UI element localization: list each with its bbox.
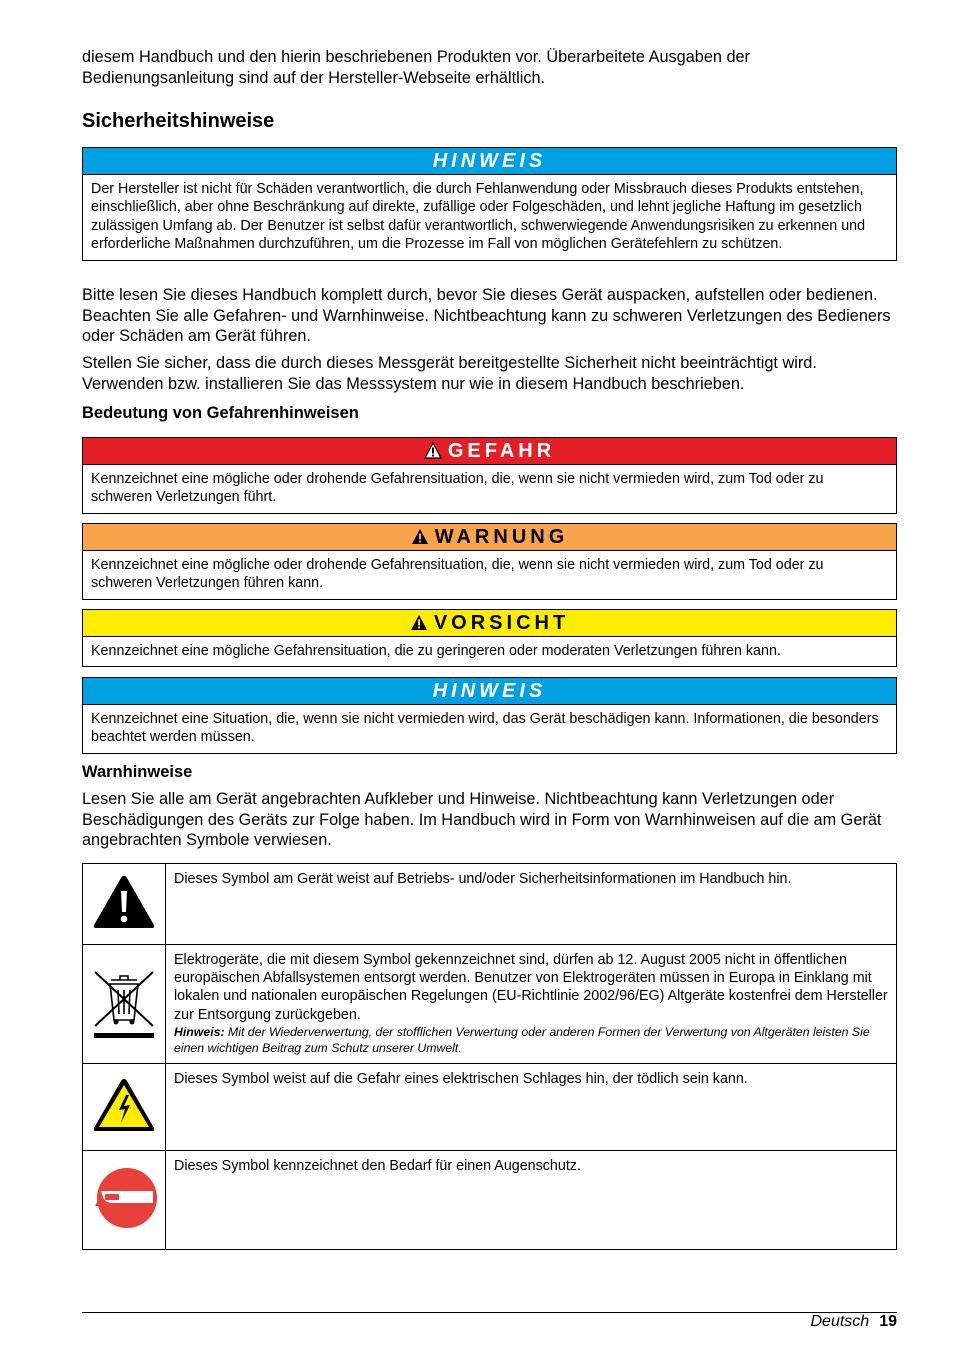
- symbol-description: Elektrogeräte, die mit diesem Symbol gekennzeichnet sind, dürfen ab 12. August 2005 nicht in öffentlichen europäischen Abfallsystemen entsorgt werden. Benutzer von Elektrogeräten müssen in Europa in Einklang mit lokalen und nationalen europäischen Regelungen (EU-Richtlinie 2002/96/EG) Altgeräte kostenfrei dem Hersteller zur Entsorgung zurückgeben.: [174, 952, 888, 1023]
- warning-triangle-icon: [424, 442, 442, 459]
- footer-language: Deutsch: [810, 1313, 870, 1330]
- crossed-out-bin-icon: [91, 964, 157, 1040]
- hazard-label-danger: GEFAHR: [447, 440, 556, 462]
- hazard-box-notice: [82, 677, 897, 754]
- safety-paragraph-2: Stellen Sie sicher, dass die durch dieses Messgerät bereitgestellte Sicherheit nicht beeinträchtigt wird. Verwenden bzw. installieren Sie das Messsystem nur wie in diesem Handbuch beschrieben.: [82, 354, 817, 393]
- notice-text: Der Hersteller ist nicht für Schäden verantwortlich, die durch Fehlanwendung oder Missbrauch dieses Produkts entstehen, einschließlich, aber ohne Beschränkung auf direkte, zufällige oder Folgeschäden, und lehnt jegliche Haftung im gesetzlich zulässigen Umfang ab. Der Benutzer ist selbst dafür verantwortlich, schwerwiegende Anwendungsrisiken zu erkennen und erforderliche Maßnahmen durchzuführen, um die Prozesse im Fall von möglichen Gerätefehlern zu schützen.: [91, 181, 866, 253]
- hazard-label-notice: HINWEIS: [83, 678, 896, 705]
- table-row: [83, 1151, 897, 1250]
- section-heading-safety: Sicherheitshinweise: [82, 110, 275, 132]
- table-row: [83, 945, 897, 1064]
- hazard-text-danger: Kennzeichnet eine mögliche oder drohende Gefahrensituation, die, wenn sie nicht vermieden wird, zum Tod oder zu schweren Verletzungen führt.: [91, 471, 824, 506]
- warning-triangle-icon: [92, 874, 156, 930]
- hazard-label-warning: WARNUNG: [434, 526, 569, 548]
- note-label: Hinweis:: [174, 1024, 225, 1039]
- safety-paragraph-1: Bitte lesen Sie dieses Handbuch komplett durch, bevor Sie dieses Gerät auspacken, aufstellen oder bedienen. Beachten Sie alle Gefahren- und Warnhinweise. Nichtbeachtung kann zu schweren Verletzungen des Bedieners oder Schäden am Gerät führen.: [82, 286, 891, 345]
- hazard-text-warning: Kennzeichnet eine mögliche oder drohende Gefahrensituation, die, wenn sie nicht vermieden wird, zum Tod oder zu schweren Verletzungen führen kann.: [91, 557, 824, 592]
- table-row: [83, 1064, 897, 1151]
- notice-label: HINWEIS: [83, 148, 896, 175]
- warning-triangle-icon: [410, 614, 428, 631]
- notice-box-disclaimer: [82, 147, 897, 261]
- section-heading-warnings: Warnhinweise: [82, 763, 193, 781]
- intro-paragraph: diesem Handbuch und den hierin beschriebenen Produkten vor. Überarbeitete Ausgaben der Bedienungsanleitung sind auf der Hersteller-Webseite erhältlich.: [82, 48, 750, 87]
- symbols-table: [82, 863, 897, 1250]
- hazard-text-notice: Kennzeichnet eine Situation, die, wenn sie nicht vermieden wird, das Gerät beschädigen kann. Informationen, die besonders beachtet werden müssen.: [91, 711, 879, 746]
- table-row: [83, 864, 897, 945]
- warnings-paragraph: Lesen Sie alle am Gerät angebrachten Aufkleber und Hinweise. Nichtbeachtung kann Verletzungen oder Beschädigungen des Geräts zur Folge haben. Im Handbuch wird in Form von Warnhinweisen auf die am Gerät angebrachten Symbole verwiesen.: [82, 790, 882, 849]
- page-footer: [811, 1313, 898, 1331]
- page-number: 19: [879, 1313, 897, 1330]
- note-text: Mit der Wiederverwertung, der stofflichen Verwertung oder anderen Formen der Verwertung von Altgeräten leisten Sie einen wichtigen Beitrag zum Schutz unserer Umwelt.: [174, 1024, 870, 1055]
- hazard-box-caution: [82, 609, 897, 667]
- footer-divider: [82, 1312, 897, 1313]
- hazard-box-warning: [82, 523, 897, 600]
- symbol-description: Dieses Symbol weist auf die Gefahr eines elektrischen Schlages hin, der tödlich sein kann.: [166, 1064, 897, 1151]
- symbol-description: Dieses Symbol am Gerät weist auf Betriebs- und/oder Sicherheitsinformationen im Handbuch hin.: [166, 864, 897, 945]
- hazard-text-caution: Kennzeichnet eine mögliche Gefahrensituation, die zu geringeren oder moderaten Verletzungen führen kann.: [91, 643, 781, 659]
- hazard-label-caution: VORSICHT: [433, 612, 570, 634]
- eye-protection-icon: [91, 1163, 157, 1233]
- symbol-description: Dieses Symbol kennzeichnet den Bedarf für einen Augenschutz.: [166, 1151, 897, 1250]
- warning-triangle-icon: [411, 528, 429, 545]
- hazard-box-danger: [82, 437, 897, 514]
- section-heading-hazards: Bedeutung von Gefahrenhinweisen: [82, 404, 359, 422]
- electric-shock-icon: [92, 1077, 156, 1133]
